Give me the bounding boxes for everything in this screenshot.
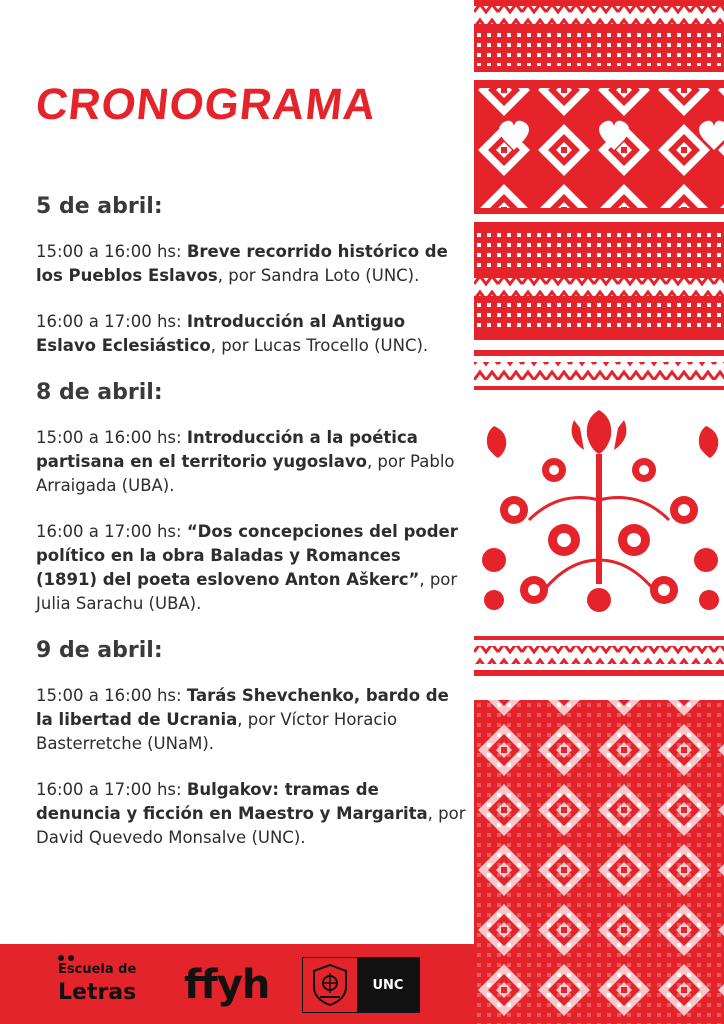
talk-topic: Breve recorrido histórico de los Pueblos Eslavos — [36, 242, 448, 285]
talk-topic: Bulgakov: tramas de denuncia y ficción en Maestro y Margarita — [36, 780, 428, 823]
talk-item — [36, 684, 466, 756]
talk-item — [36, 240, 466, 288]
unc-logo — [302, 957, 420, 1013]
escuela-letras-logo — [58, 955, 136, 1005]
talk-time: 16:00 a 17:00 hs: — [36, 522, 187, 541]
day-heading: 8 de abril: — [36, 380, 163, 405]
talk-time: 16:00 a 17:00 hs: — [36, 780, 187, 799]
talk-time: 16:00 a 17:00 hs: — [36, 312, 187, 331]
talk-speaker: , por Sandra Loto (UNC). — [217, 266, 420, 285]
unc-seal-icon — [303, 958, 357, 1012]
unc-label: UNC — [357, 958, 419, 1012]
escuela-line2: Letras — [58, 980, 137, 1005]
logo-dots — [58, 955, 136, 961]
talk-speaker: , por Julia Sarachu (UBA). — [36, 570, 458, 613]
talk-speaker: , por David Quevedo Monsalve (UNC). — [36, 804, 466, 847]
ffyh-logo: ffyh — [184, 962, 270, 1008]
talk-item — [36, 310, 466, 358]
talk-speaker: , por Víctor Horacio Basterretche (UNaM). — [36, 710, 398, 753]
day-block — [36, 638, 466, 850]
talk-topic: Tarás Shevchenko, bardo de la libertad de Ucrania — [36, 686, 449, 729]
talk-time: 15:00 a 16:00 hs: — [36, 242, 187, 261]
embroidery-pattern — [474, 0, 724, 1024]
talk-time: 15:00 a 16:00 hs: — [36, 428, 187, 447]
talk-time: 15:00 a 16:00 hs: — [36, 686, 187, 705]
talk-speaker: , por Pablo Arraigada (UBA). — [36, 452, 455, 495]
talk-item — [36, 778, 466, 850]
talk-speaker: , por Lucas Trocello (UNC). — [210, 336, 429, 355]
escuela-line1: Escuela de — [58, 962, 137, 977]
footer-bar — [0, 944, 474, 1024]
talk-topic: Introducción al Antiguo Eslavo Eclesiástico — [36, 312, 406, 355]
day-heading: 9 de abril: — [36, 638, 163, 663]
talk-item — [36, 426, 466, 498]
day-block — [36, 194, 466, 358]
schedule-list — [36, 194, 466, 872]
talk-item — [36, 520, 466, 616]
page-title: CRONOGRAMA — [33, 80, 379, 129]
day-heading: 5 de abril: — [36, 194, 163, 219]
talk-topic: “Dos concepciones del poder político en la obra Baladas y Romances (1891) del poeta esloveno Anton Aškerc” — [36, 522, 458, 589]
day-block — [36, 380, 466, 616]
talk-topic: Introducción a la poética partisana en el territorio yugoslavo — [36, 428, 418, 471]
